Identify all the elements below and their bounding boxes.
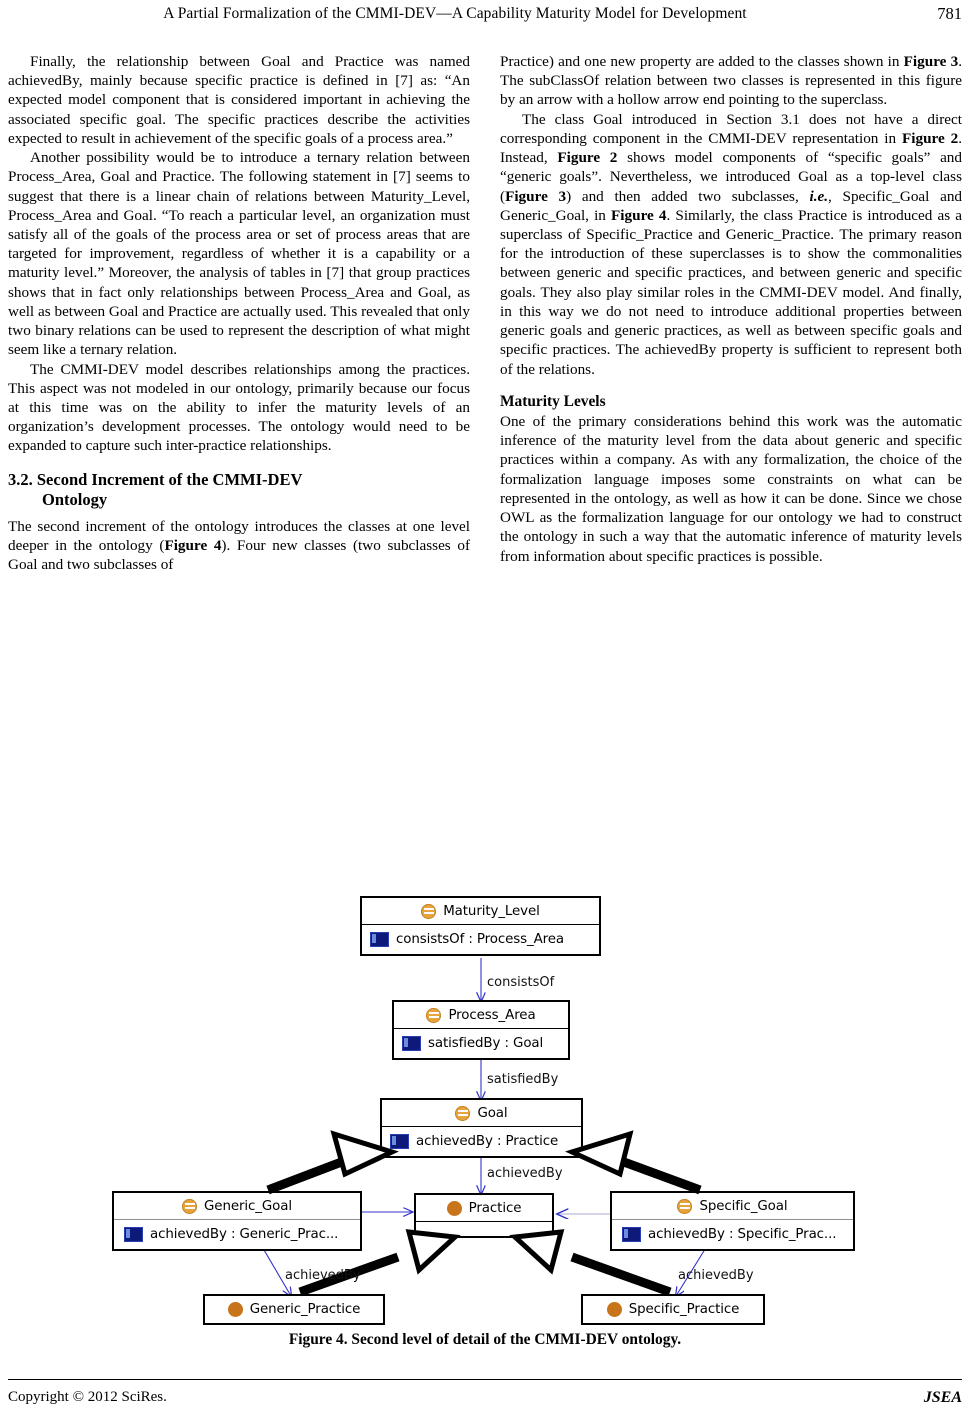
class-barrel-icon xyxy=(182,1199,197,1214)
uml-attribute-text: consistsOf : Process_Area xyxy=(396,932,565,947)
uml-attribute-text: satisfiedBy : Goal xyxy=(428,1036,544,1051)
rc-p2-text-6: . Similarly, the class Practice is introduced as a superclass of Specific_Practice and Generic_Practice. The primary reason for the introduction of these superclasses is to show the commonalities between generic and specific practices, and between generic and specific goals. They also play similar roles in the CMMI-DEV model. And finally, in this way we do not need to introduce additional properties between generic goals and generic practices, as well as between specific goals and specific practices. The achievedBy property is sufficient to represent both of the relations. xyxy=(500,206,962,378)
uml-attribute-row xyxy=(394,1029,568,1058)
uml-class-maturity-level[interactable] xyxy=(360,896,601,956)
uml-class-practice[interactable] xyxy=(414,1193,554,1238)
figure-4 xyxy=(0,880,970,1350)
copyright-notice: Copyright © 2012 SciRes. xyxy=(8,1389,167,1405)
uml-attribute-row xyxy=(612,1220,853,1249)
property-icon xyxy=(124,1227,143,1242)
figure-4-reference-left: Figure 4 xyxy=(164,537,222,555)
left-column xyxy=(8,52,470,872)
uml-class-title-row xyxy=(416,1195,552,1222)
uml-class-title-row xyxy=(612,1193,853,1220)
rc-p2-text-3: shows model components of “specific goals” and “generic goals”. Nevertheless, we introduced Goal as a top-level class ( xyxy=(500,149,962,205)
class-circle-icon xyxy=(607,1302,622,1317)
paragraph-second-increment xyxy=(8,517,470,575)
uml-class-goal[interactable] xyxy=(380,1098,583,1158)
paragraph-another-possibility: Another possibility would be to introduce a ternary relation between Process_Area, Goal and Practice. The following statement in [7] seems to suggest that there is a linear chain of relations between Maturity_Level, Process_Area and Goal. “To reach a particular level, an organization must satisfy all of the goals of the process area or set of process areas that are targeted for improvement, regardless of whether it is a capability or a maturity level.” Moreover, the analysis of tables in [7] that group practices shows that in fact only relationships between Process_Area and Goal, as well as between Goal and Practice are actually used. This revealed that only two binary relations can be used to represent the description of what might seem like a ternary relation. xyxy=(8,149,470,359)
uml-class-name: Generic_Goal xyxy=(204,1198,292,1214)
uml-class-title-row xyxy=(362,898,599,925)
uml-attribute-row xyxy=(382,1127,581,1156)
paragraph-maturity-levels: One of the primary considerations behind this work was the automatic inference of the maturity level from the data about generic and specific practices within a company. As with any formalization, the choice of the formalization language imposes some constraints on what can be represented in the ontology, as well as how it can be done. Since we chose OWL as the formalization language for our ontology we had to construct the ontology in such a way that the automatic inference of maturity levels from information about specific practices is possible. xyxy=(500,412,962,565)
uml-attribute-row xyxy=(362,925,599,954)
uml-attribute-text: achievedBy : Specific_Prac... xyxy=(648,1227,837,1242)
property-icon xyxy=(370,932,389,947)
class-barrel-icon xyxy=(421,904,436,919)
rc-p1-text-2: . The subClassOf relation between two classes is represented in this figure by an arrow with a hollow arrow end pointing to the superclass. xyxy=(500,53,962,109)
uml-class-generic-goal[interactable] xyxy=(112,1191,362,1251)
rc-p2-text-2: . Instead, xyxy=(500,129,963,167)
class-barrel-icon xyxy=(455,1106,470,1121)
paragraph-finally: Finally, the relationship between Goal and Practice was named achievedBy, mainly because specific practice is defined in [7] as: “An expected model component that is considered important in achieving the associated specific goal. The specific practices describe the activities expected to result in achievement of the specific goals of a process area.” xyxy=(8,53,470,147)
uml-class-name: Goal xyxy=(477,1105,508,1121)
edge-label-satisfiedby: satisfiedBy xyxy=(487,1072,559,1087)
class-circle-icon xyxy=(447,1201,462,1216)
para4-text-2: ). Four new classes (two subclasses of Goal and two subclasses of xyxy=(8,537,470,574)
footer-rule xyxy=(8,1379,962,1380)
uml-class-name: Process_Area xyxy=(448,1007,536,1023)
uml-class-name: Generic_Practice xyxy=(249,1302,361,1317)
journal-abbreviation: JSEA xyxy=(923,1389,962,1406)
uml-ontology-diagram xyxy=(0,880,970,1320)
property-icon xyxy=(390,1134,409,1149)
uml-class-name: Specific_Practice xyxy=(628,1302,740,1317)
uml-class-name: Maturity_Level xyxy=(443,903,540,919)
section-heading-3-2 xyxy=(8,470,470,511)
uml-class-specific-practice[interactable] xyxy=(581,1294,765,1325)
rc-p2-text-1: The class Goal introduced in Section 3.1 does not have a direct corresponding component in the CMMI-DEV representation in xyxy=(500,110,962,147)
section-heading-3-2-line1: 3.2. Second Increment of the CMMI-DEV xyxy=(8,469,303,489)
para4-text-1: The second increment of the ontology introduces the classes at one level deeper in the ontology ( xyxy=(8,517,470,555)
figure-3-reference-b: Figure 3 xyxy=(505,187,567,205)
uml-attribute-text: achievedBy : Generic_Prac... xyxy=(150,1227,339,1242)
edge-label-achievedby-generic: achievedBy xyxy=(285,1268,361,1283)
paragraph-cmmi-dev-model: The CMMI-DEV model describes relationships among the practices. This aspect was not modeled in our ontology, primarily because our focus at this time was on the ability to infer the maturity levels of an organization’s development processes. The ontology would need to be expanded to capture such inter-practice relationships. xyxy=(8,360,470,455)
uml-attribute-text: achievedBy : Practice xyxy=(416,1134,559,1149)
right-column xyxy=(500,52,962,872)
uml-class-name: Practice xyxy=(468,1200,522,1216)
edge-label-consistsof: consistsOf xyxy=(487,975,555,990)
running-head xyxy=(0,0,970,30)
uml-class-title-row xyxy=(382,1100,581,1127)
uml-class-name: Specific_Goal xyxy=(699,1198,788,1214)
uml-class-specific-goal[interactable] xyxy=(610,1191,855,1251)
uml-class-title-row xyxy=(114,1193,360,1220)
class-barrel-icon xyxy=(426,1008,441,1023)
edge-label-achievedby-goal-practice: achievedBy xyxy=(487,1166,563,1181)
uml-class-title-row xyxy=(394,1002,568,1029)
property-icon xyxy=(402,1036,421,1051)
page-number: 781 xyxy=(937,4,962,23)
uml-class-process-area[interactable] xyxy=(392,1000,570,1060)
rc-p1-text-1: Practice) and one new property are added to the classes shown in xyxy=(500,53,904,70)
figure-2-reference-b: Figure 2 xyxy=(557,149,618,167)
section-heading-3-2-line2: Ontology xyxy=(42,490,108,510)
running-head-title: A Partial Formalization of the CMMI-DEV—A Capability Maturity Model for Development xyxy=(163,5,747,22)
paragraph-class-goal xyxy=(500,110,962,379)
figure-3-reference: Figure 3 xyxy=(903,53,959,70)
figure-caption: Figure 4. Second level of detail of the CMMI-DEV ontology. xyxy=(288,1331,682,1348)
paragraph-practice-new-property xyxy=(500,52,962,110)
edge-label-achievedby-specific: achievedBy xyxy=(678,1268,754,1283)
article-body xyxy=(8,52,962,872)
uml-class-title-row xyxy=(583,1296,763,1323)
rc-p2-text-5: , Specific_Goal and Generic_Goal, in xyxy=(500,187,963,224)
figure-2-reference-a: Figure 2 xyxy=(901,129,959,147)
uml-class-title-row xyxy=(205,1296,383,1323)
rc-p2-text-4: ) and then added two subclasses, xyxy=(566,187,810,205)
ie-abbreviation: i.e. xyxy=(809,187,829,205)
uml-empty-attribute-row xyxy=(416,1222,552,1236)
class-circle-icon xyxy=(228,1302,243,1317)
uml-class-generic-practice[interactable] xyxy=(203,1294,385,1325)
subsection-heading-maturity-levels: Maturity Levels xyxy=(500,392,606,410)
class-barrel-icon xyxy=(677,1199,692,1214)
uml-attribute-row xyxy=(114,1220,360,1249)
figure-4-reference-right: Figure 4 xyxy=(611,206,667,224)
property-icon xyxy=(622,1227,641,1242)
